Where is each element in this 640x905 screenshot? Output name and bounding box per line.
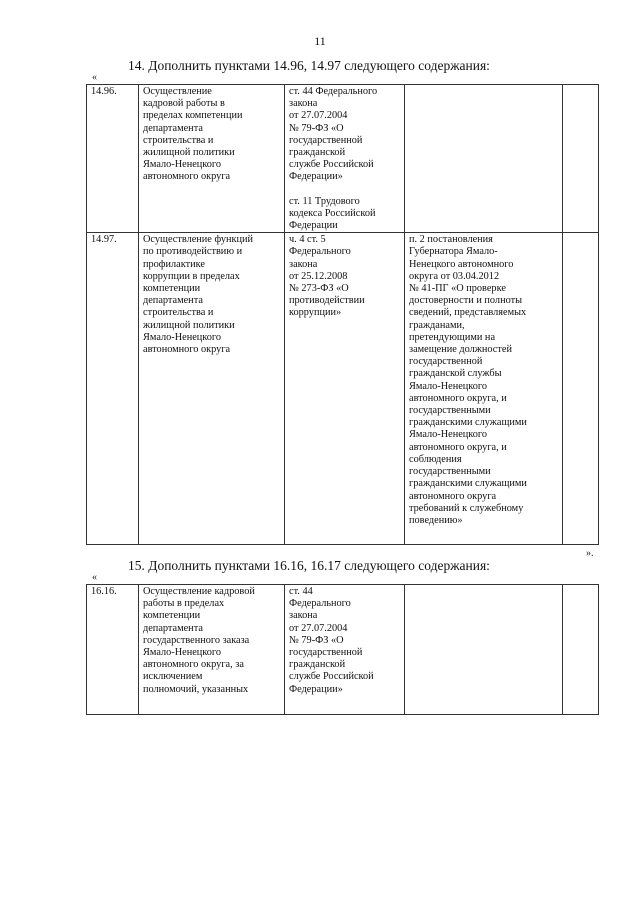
- row-number: 14.97.: [87, 233, 139, 545]
- section-15-table: [86, 584, 599, 715]
- legal-basis-2: ст. 11 Трудового кодекса Российской Федерации: [289, 195, 376, 232]
- section-15-open-quote: «: [92, 572, 97, 583]
- row-note: [563, 585, 599, 715]
- row-number: 16.16.: [87, 585, 139, 715]
- table-row: [87, 233, 599, 545]
- row-note: [563, 233, 599, 545]
- row-act: [405, 85, 563, 233]
- section-15-heading: 15. Дополнить пунктами 16.16, 16.17 следующего содержания:: [128, 558, 490, 573]
- section-14-heading: 14. Дополнить пунктами 14.96, 14.97 следующего содержания:: [128, 58, 490, 73]
- row-description: Осуществление кадровой работы в пределах компетенции департамента строительства и жилищной политики Ямало-Ненецкого автономного округа: [139, 85, 285, 233]
- row-description: Осуществление функций по противодействию и профилактике коррупции в пределах компетенции департамента строительства и жилищной политики Ямало-Ненецкого автономного округа: [139, 233, 285, 545]
- row-act: п. 2 постановления Губернатора Ямало- Ненецкого автономного округа от 03.04.2012 № 41-ПГ «О проверке достоверности и полноты сведений, представляемых гражданами, претендующими на замещение должностей государственной гражданской службы Ямало-Ненецкого автономного округа, и государственными гражданскими служащими Ямало-Ненецкого автономного округа, и соблюдения государственными гражданскими служащими автономного округа требований к служебному поведению»: [405, 233, 563, 545]
- section-14-open-quote: «: [92, 72, 97, 83]
- row-number: 14.96.: [87, 85, 139, 233]
- row-legal-basis: [285, 85, 405, 233]
- table-row: [87, 585, 599, 715]
- section-14-table: [86, 84, 599, 545]
- legal-basis-1: ст. 44 Федерального закона от 27.07.2004 № 79-ФЗ «О государственной гражданской службе Российской Федерации»: [289, 86, 378, 183]
- row-act: [405, 585, 563, 715]
- row-legal-basis: ч. 4 ст. 5 Федерального закона от 25.12.2008 № 273-ФЗ «О противодействии коррупции»: [285, 233, 405, 545]
- row-description: Осуществление кадровой работы в пределах компетенции департамента государственного заказа Ямало-Ненецкого автономного округа, за исключением полномочий, указанных: [139, 585, 285, 715]
- table-row: [87, 85, 599, 233]
- section-14-close-quote: ».: [586, 548, 594, 559]
- page-number: 11: [314, 34, 326, 48]
- row-note: [563, 85, 599, 233]
- row-legal-basis: ст. 44 Федерального закона от 27.07.2004 № 79-ФЗ «О государственной гражданской службе Российской Федерации»: [285, 585, 405, 715]
